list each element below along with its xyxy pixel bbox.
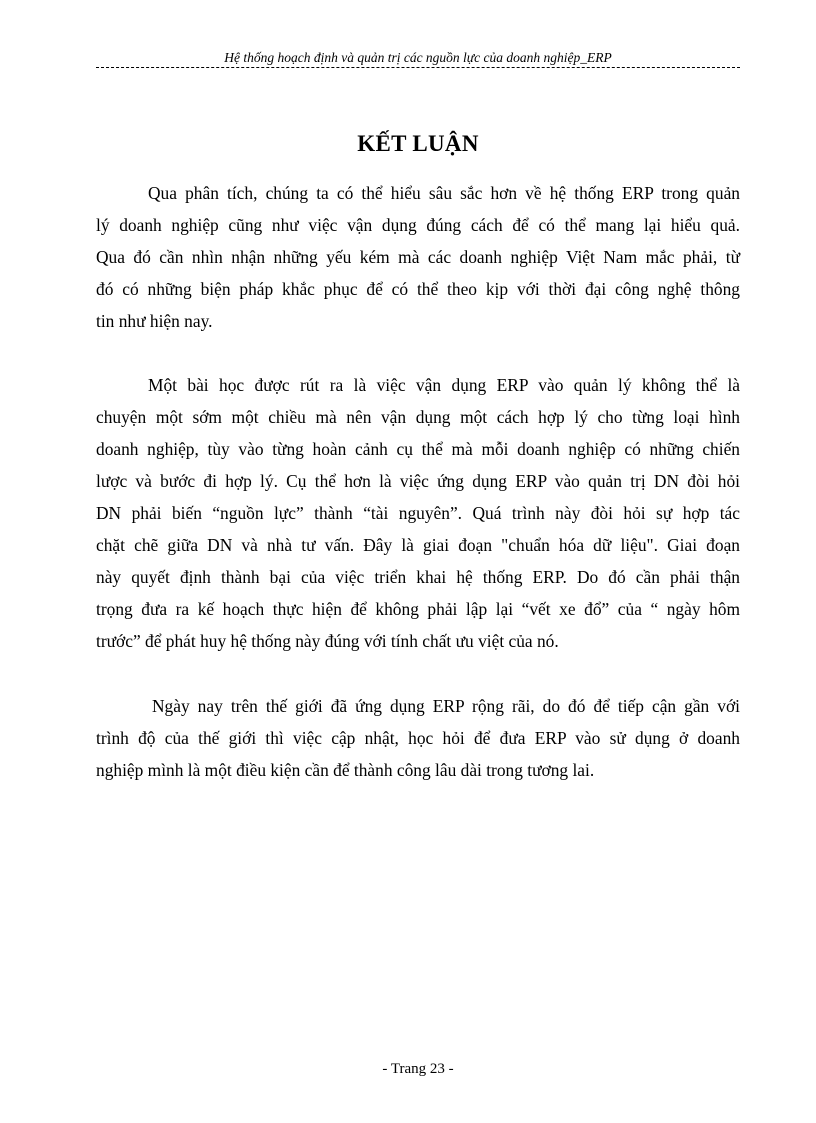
conclusion-paragraph-1 — [96, 177, 740, 337]
paragraph-line: tin như hiện nay. — [96, 311, 213, 331]
page-number: - Trang 23 - — [382, 1061, 454, 1077]
paragraph-line: Qua phân tích, chúng ta có thể hiểu sâu sắc hơn về hệ thống ERP trong quản — [148, 183, 740, 203]
paragraph-line: chuyện một sớm một chiều mà nên vận dụng một cách hợp lý cho từng loại hình — [96, 407, 740, 427]
paragraph-line: DN phải biến “nguồn lực” thành “tài nguyên”. Quá trình này đòi hỏi sự hợp tác — [96, 503, 740, 523]
paragraph-line: Một bài học được rút ra là việc vận dụng ERP vào quản lý không thể là — [148, 375, 740, 395]
paragraph-line: trọng đưa ra kế hoạch thực hiện để không phải lập lại “vết xe đổ” của “ ngày hôm — [96, 599, 740, 619]
conclusion-paragraph-2 — [96, 369, 740, 657]
paragraph-line: Qua đó cần nhìn nhận những yếu kém mà các doanh nghiệp Việt Nam mắc phải, từ — [96, 247, 740, 267]
page-title: KẾT LUẬN — [357, 131, 479, 156]
paragraph-line: lược và bước đi hợp lý. Cụ thể hơn là việc ứng dụng ERP vào quản trị DN đòi hỏi — [96, 471, 740, 491]
paragraph-line: lý doanh nghiệp cũng như việc vận dụng đúng cách để có thể mang lại hiểu quả. — [96, 215, 740, 235]
paragraph-line: trình độ của thế giới thì việc cập nhật, học hỏi để đưa ERP vào sử dụng ở doanh — [96, 728, 740, 748]
running-header: Hệ thống hoạch định và quản trị các nguồn lực của doanh nghiệp_ERP — [224, 50, 612, 65]
header-divider — [96, 67, 740, 68]
paragraph-line: nghiệp mình là một điều kiện cần để thành công lâu dài trong tương lai. — [96, 760, 595, 780]
paragraph-line: trước” để phát huy hệ thống này đúng với tính chất ưu việt của nó. — [96, 631, 559, 651]
paragraph-line: chặt chẽ giữa DN và nhà tư vấn. Đây là giai đoạn "chuẩn hóa dữ liệu". Giai đoạn — [96, 535, 740, 555]
paragraph-line: này quyết định thành bại của việc triển khai hệ thống ERP. Do đó cần phải thận — [96, 567, 740, 587]
paragraph-line: đó có những biện pháp khắc phục để có thể theo kịp với thời đại công nghệ thông — [96, 279, 740, 299]
paragraph-line: Ngày nay trên thế giới đã ứng dụng ERP rộng rãi, do đó để tiếp cận gần với — [152, 696, 740, 716]
paragraph-line: doanh nghiệp, tùy vào từng hoàn cảnh cụ thể mà mỗi doanh nghiệp có những chiến — [96, 439, 740, 459]
conclusion-paragraph-3 — [96, 690, 740, 786]
